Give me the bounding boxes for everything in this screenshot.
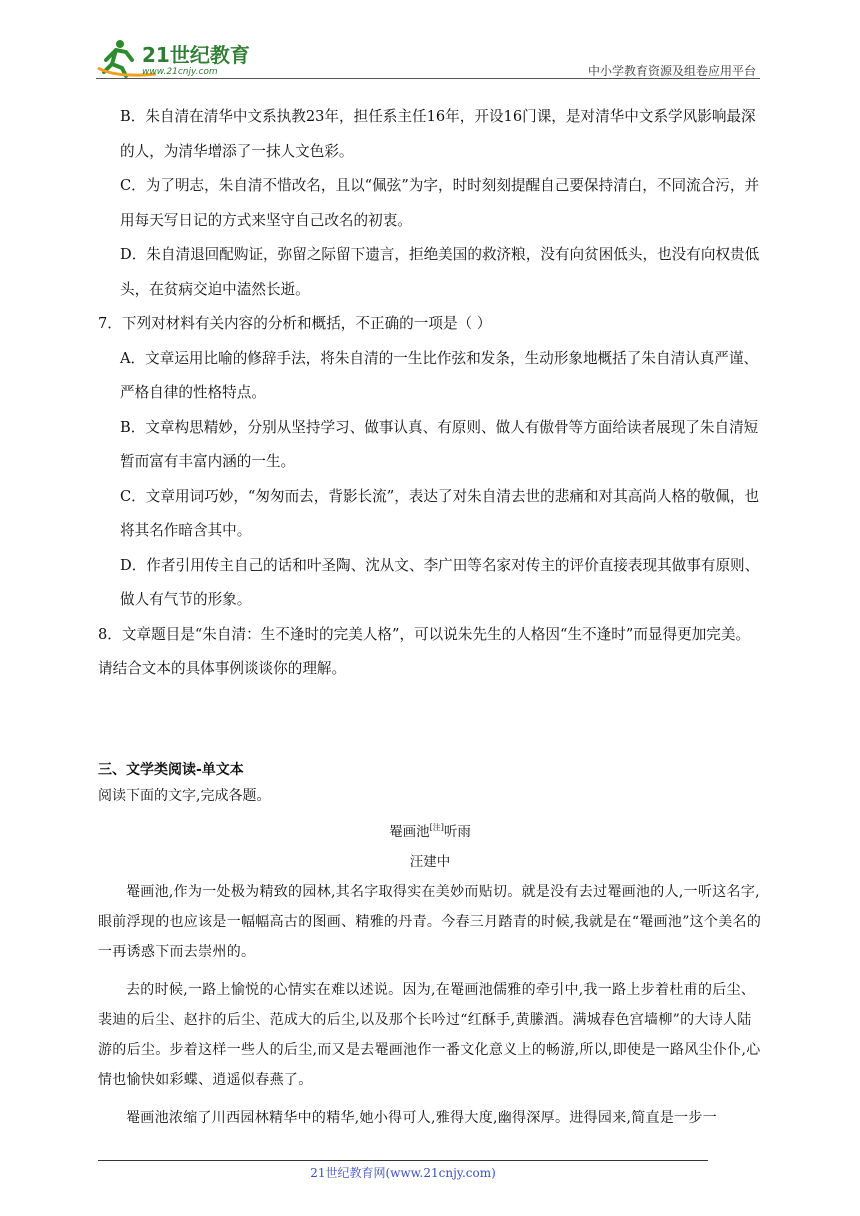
footer-divider: [98, 1160, 708, 1161]
q7-option-b: B．文章构思精妙，分别从坚持学习、做事认真、有原则、做人有傲骨等方面给读者展现了朱自清短暂而富有丰富内涵的一生。: [120, 418, 759, 470]
q7-option-d: D．作者引用传主自己的话和叶圣陶、沈从文、李广田等名家对传主的评价直接表现其做事有原则、做人有气节的形象。: [120, 556, 760, 608]
article-title: 罨画池[注]听雨: [389, 822, 471, 840]
footer-text: 21世纪教育网(www.21cnjy.com): [310, 1166, 496, 1180]
article-paragraph: 罨画池浓缩了川西园林精华中的精华,她小得可人,雅得大度,幽得深厚。进得园来,简直是一步一: [126, 1109, 717, 1126]
q6-option-c: C．为了明志，朱自清不惜改名，且以“佩弦”为字，时时刻刻提醒自己要保持清白，不同流合污，并用每天写日记的方式来坚守自己改名的初衷。: [120, 177, 760, 229]
running-person-logo: [96, 38, 296, 78]
q6-option-d: D．朱自清退回配购证，弥留之际留下遗言，拒绝美国的救济粮，没有向贫困低头，也没有向权贵低头，在贫病交迫中溘然长逝。: [120, 246, 760, 298]
footnote-marker: [注]: [429, 822, 444, 832]
article-author: 汪建中: [409, 853, 451, 870]
q7-options: [98, 342, 762, 618]
header-platform-name: 中小学教育资源及组卷应用平台: [587, 64, 756, 78]
q7-option-c: C．文章用词巧妙，“匆匆而去，背影长流”，表达了对朱自清去世的悲痛和对其高尚人格的敬佩，也将其名作暗含其中。: [120, 487, 760, 539]
logo-url: www.21cnjy.com: [142, 67, 218, 77]
article-paragraph: 去的时候,一路上愉悦的心情实在难以述说。因为,在罨画池儒雅的牵引中,我一路上步着杜甫的后尘、裴迪的后尘、赵抃的后尘、范成大的后尘,以及那个长吟过“红酥手,黄縢酒。满城春色宫墙柳”的大诗人陆游的后尘。步着这样一些人的后尘,而又是去罨画池作一番文化意义上的畅游,所以,即使是一路风尘仆仆,心情也愉快如彩蝶、逍遥似春燕了。: [98, 981, 761, 1088]
q7-option-a: A．文章运用比喻的修辞手法，将朱自清的一生比作弦和发条，生动形象地概括了朱自清认真严谨、严格自律的性格特点。: [120, 349, 759, 401]
q6-option-b: B．朱自清在清华中文系执教23年，担任系主任16年，开设16门课，是对清华中文系学风影响最深的人，为清华增添了一抹人文色彩。: [120, 108, 756, 160]
section-title: 三、文学类阅读-单文本: [98, 761, 244, 778]
section-intro: 阅读下面的文字,完成各题。: [98, 787, 271, 804]
logo-text: 21世纪教育: [142, 43, 250, 67]
article-paragraph: 罨画池,作为一处极为精致的园林,其名字取得实在美妙而贴切。就是没有去过罨画池的人,一听这名字,眼前浮现的也应该是一幅幅高古的图画、精雅的丹青。今春三月踏青的时候,我就是在“罨画池”这个美名的一再诱惑下而去崇州的。: [98, 883, 762, 960]
q6-options: [98, 100, 762, 307]
page-header: [96, 38, 760, 82]
q7-stem: 7．下列对材料有关内容的分析和概括，不正确的一项是（ ）: [98, 315, 492, 332]
page-content: [98, 100, 762, 1141]
q8-stem: 8．文章题目是“朱自清：生不逢时的完美人格”，可以说朱先生的人格因“生不逢时”而显得更加完美。请结合文本的具体事例谈谈你的理解。: [98, 625, 751, 677]
header-divider: [96, 78, 760, 79]
